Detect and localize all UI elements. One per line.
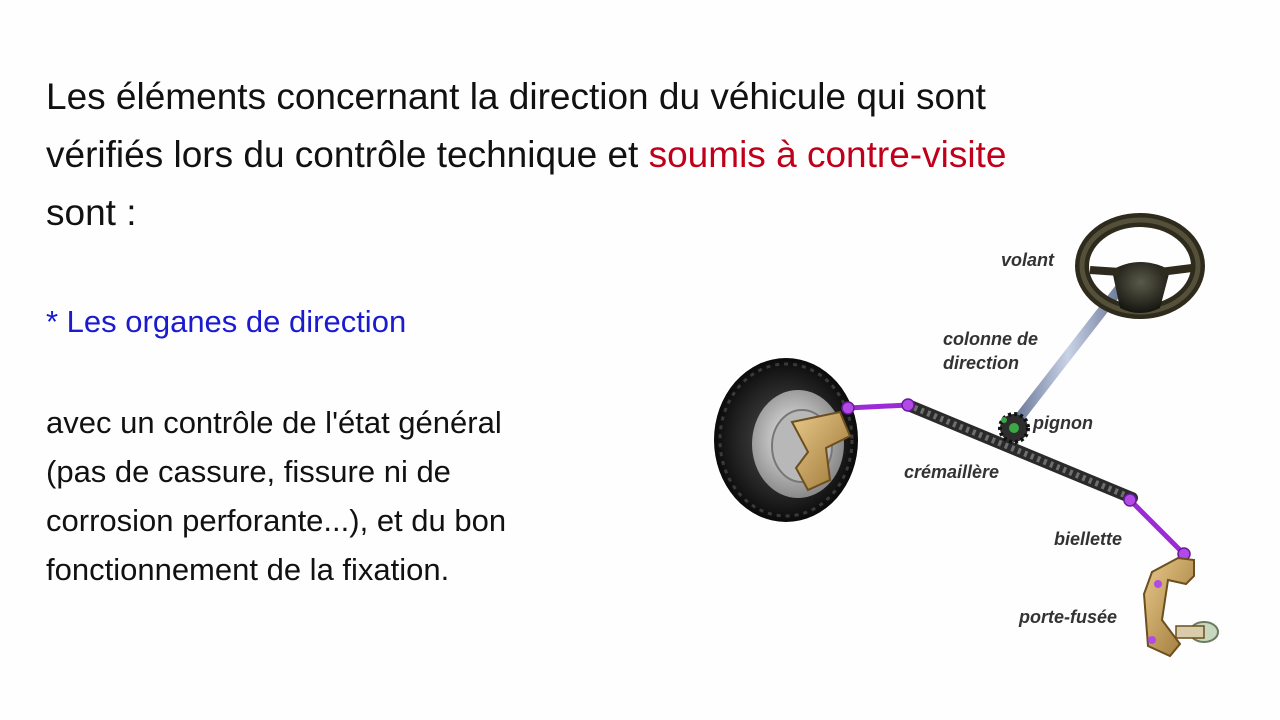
label-porte-fusee: porte-fusée xyxy=(1019,607,1118,627)
heading-text-1: Les éléments concernant la direction du véhicule qui sont vérifiés lors du contrôle technique et xyxy=(46,76,986,175)
body-line: corrosion perforante...), et du bon xyxy=(46,503,507,538)
pinion-gear-icon xyxy=(1000,414,1028,442)
label-volant: volant xyxy=(1001,250,1055,270)
steering-diagram-svg xyxy=(700,200,1260,670)
label-colonne-line2: direction xyxy=(943,353,1020,373)
body-paragraph xyxy=(46,398,626,594)
heading-highlight: soumis à contre-visite xyxy=(648,134,1007,175)
porte-fusee-icon xyxy=(1144,558,1218,656)
body-line: (pas de cassure, fissure ni de xyxy=(46,454,451,489)
bullet-organes: * Les organes de direction xyxy=(46,304,407,339)
label-biellette: biellette xyxy=(1054,529,1123,549)
body-line: fonctionnement de la fixation. xyxy=(46,552,450,587)
heading-text-2: sont : xyxy=(46,192,137,233)
label-colonne-line1: colonne de xyxy=(943,329,1039,349)
label-cremaillere: crémaillère xyxy=(904,462,1000,482)
label-pignon: pignon xyxy=(1033,413,1093,433)
steering-wheel-icon xyxy=(1082,220,1198,313)
body-line: avec un contrôle de l'état général xyxy=(46,405,502,440)
steering-diagram xyxy=(700,200,1260,670)
